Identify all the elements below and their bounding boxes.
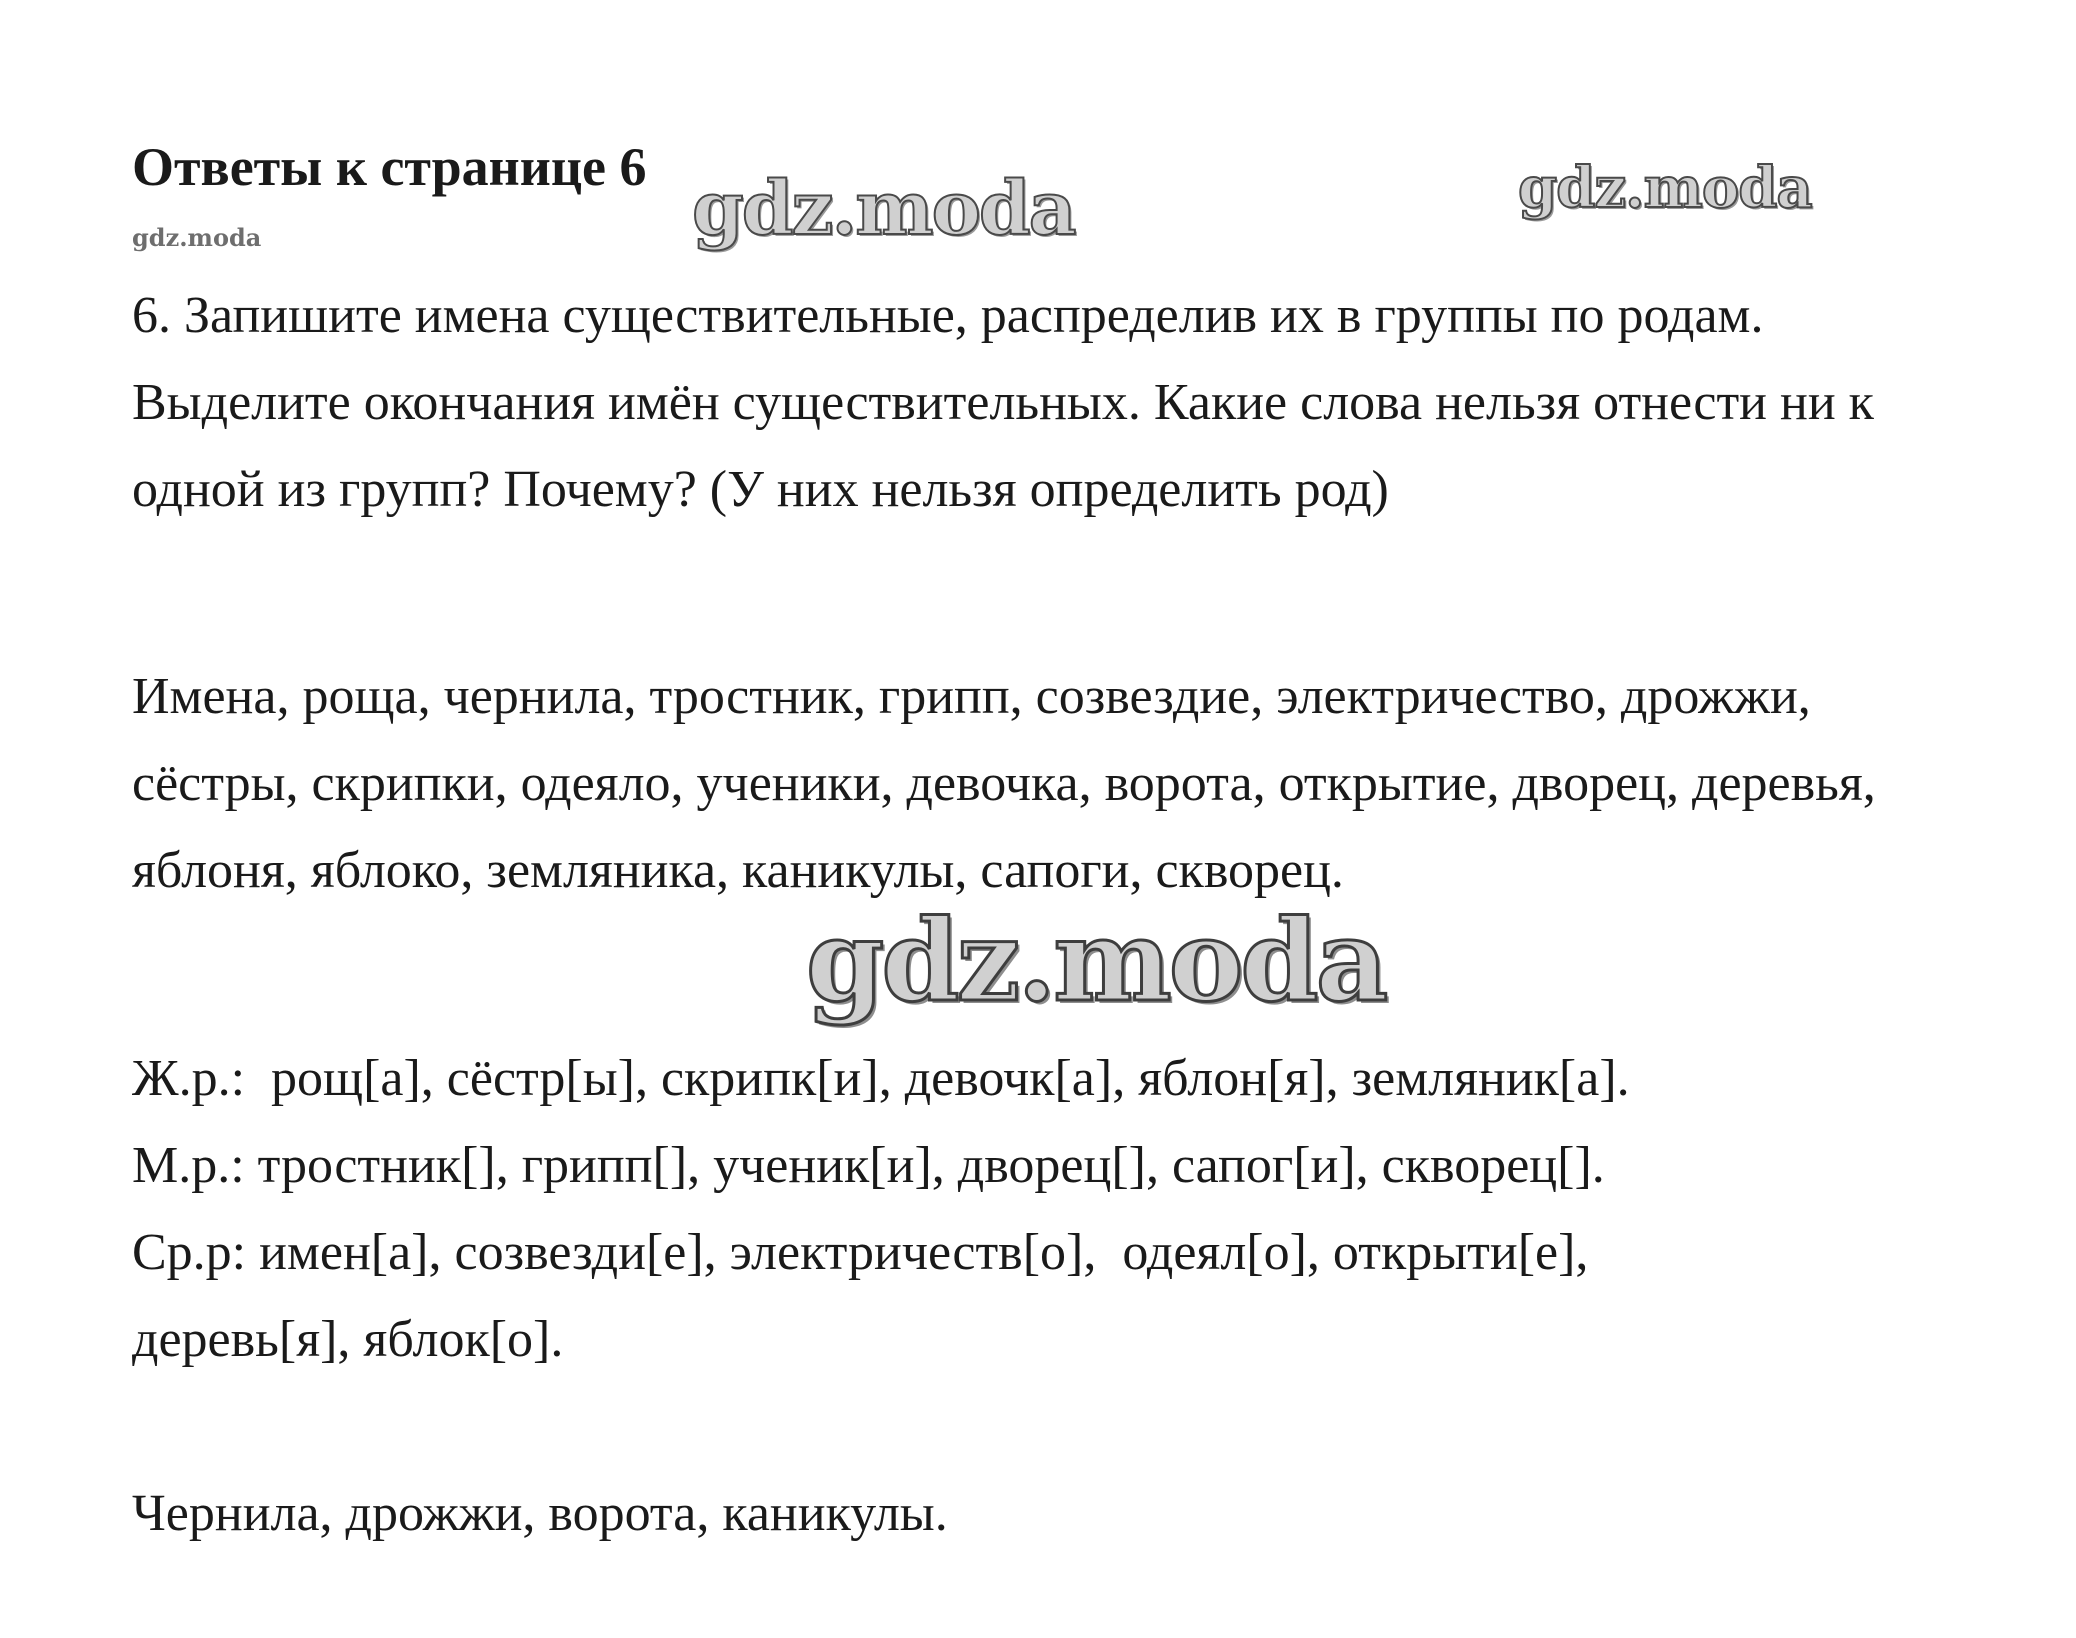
task-text: 6. Запишите имена существительные, распределив их в группы по родам. Выделите окончания имён существительных. Какие слова нельзя отнести ни к одной из групп? Почему? (У них нельзя определить род)	[132, 287, 1874, 518]
page-title: Ответы к странице 6	[132, 137, 647, 197]
watermark-logo-center: gdz.moda	[806, 896, 1386, 1027]
watermark-logo-top-right: gdz.moda	[1518, 155, 1812, 221]
gender-groups	[132, 1035, 1952, 1383]
answer-text: Чернила, дрожжи, ворота, каникулы.	[132, 1485, 948, 1542]
group-neuter-continued: деревь[я], яблок[о].	[132, 1311, 564, 1368]
watermark-logo-small: gdz.moda	[132, 223, 262, 252]
group-feminine: Ж.р.: рощ[а], сёстр[ы], скрипк[и], девочк[а], яблон[я], земляник[а].	[132, 1050, 1630, 1107]
group-masculine: М.р.: тростник[], грипп[], ученик[и], дворец[], сапог[и], скворец[].	[132, 1137, 1605, 1194]
watermark-logo-top-center: gdz.moda	[692, 166, 1075, 252]
group-neuter: Ср.р: имен[а], созвезди[е], электричеств[о], одеял[о], открыти[е],	[132, 1224, 1589, 1281]
word-list: Имена, роща, чернила, тростник, грипп, созвездие, электричество, дрожжи, сёстры, скрипки, одеяло, ученики, девочка, ворота, открытие, дворец, деревья, яблоня, яблоко, земляника, каникулы, сапоги, скворец.	[132, 668, 1876, 899]
